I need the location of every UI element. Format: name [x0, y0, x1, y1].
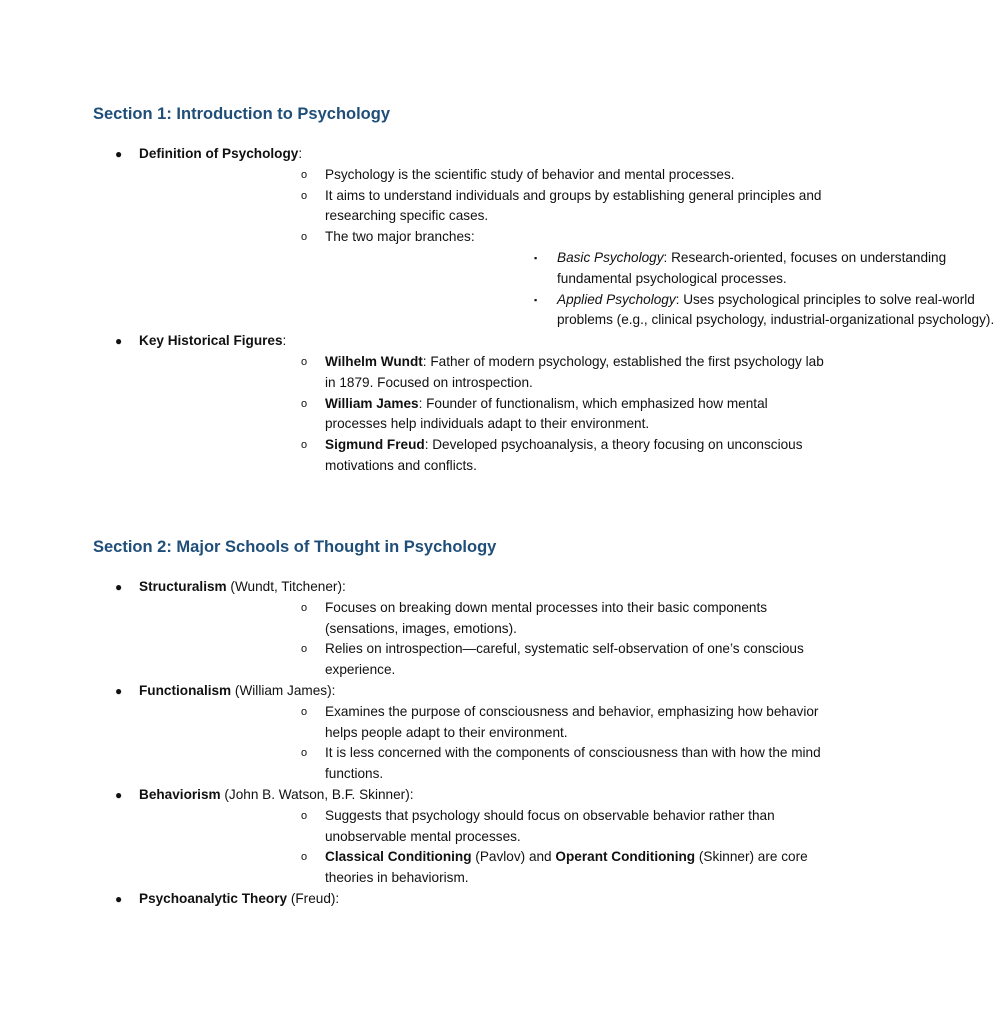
- classical-conditioning-term: Classical Conditioning: [325, 849, 472, 865]
- circle-marker: o: [301, 747, 308, 760]
- structuralism-item: [0, 577, 804, 681]
- behaviorism-people: (John B. Watson, B.F. Skinner):: [220, 786, 414, 802]
- figure-wundt-name: Wilhelm Wundt: [325, 353, 423, 369]
- branches-sublist: [325, 248, 995, 331]
- definition-point-3: [139, 227, 995, 331]
- functionalism-people: (William James):: [231, 682, 336, 698]
- bullet-marker: ●: [115, 580, 123, 594]
- circle-marker: o: [301, 643, 308, 656]
- branch-applied-term: Applied Psychology: [557, 291, 676, 307]
- definition-item: [0, 144, 995, 331]
- functionalism-item: [0, 681, 821, 785]
- circle-marker: o: [301, 809, 308, 822]
- figure-freud-name: Sigmund Freud: [325, 437, 425, 453]
- bullet-marker: ●: [115, 334, 123, 349]
- branch-applied-text: : Uses psychological principles to solve real-world problems (e.g., clinical psychology, industrial-organizational psychology).: [557, 291, 995, 328]
- behaviorism-point-text: Suggests that psychology should focus on observable behavior rather than unobservable mental processes.: [325, 807, 775, 844]
- definition-point-2: [139, 186, 825, 228]
- behaviorism-label: Behaviorism: [139, 786, 221, 802]
- definition-point-1: [139, 165, 825, 186]
- bullet-marker: ●: [115, 787, 123, 802]
- circle-marker: o: [301, 189, 308, 202]
- definition-point-text: The two major branches:: [325, 229, 475, 245]
- circle-marker: o: [301, 705, 308, 718]
- figure-wundt: [139, 352, 825, 394]
- definition-colon: :: [298, 146, 303, 161]
- behaviorism-mid-text: (Pavlov) and: [471, 849, 556, 865]
- circle-marker: o: [301, 851, 308, 864]
- functionalism-sublist: [139, 702, 821, 785]
- functionalism-point-2: [139, 743, 825, 785]
- psychoanalytic-label: Psychoanalytic Theory: [139, 890, 288, 906]
- section-1-list: [0, 144, 995, 477]
- structuralism-point-1: [139, 598, 825, 640]
- section-2-title: Section 2: Major Schools of Thought in Psychology: [93, 538, 497, 556]
- behaviorism-item: [0, 785, 808, 889]
- circle-marker: o: [301, 168, 308, 181]
- figures-item: [0, 331, 824, 477]
- behaviorism-tail-text: (Skinner) are core theories in behaviorism.: [325, 849, 808, 886]
- definition-label: Definition of Psychology: [139, 146, 299, 161]
- bullet-marker: ●: [115, 683, 123, 698]
- structuralism-people: (Wundt, Titchener):: [226, 579, 346, 594]
- circle-marker: o: [301, 231, 308, 244]
- behaviorism-point-1: [139, 806, 825, 848]
- structuralism-sublist: [139, 598, 804, 681]
- figures-sublist: [139, 352, 824, 477]
- figure-james: [139, 394, 825, 436]
- figures-label: Key Historical Figures: [139, 333, 283, 349]
- figures-colon: :: [282, 333, 287, 349]
- circle-marker: o: [301, 439, 308, 452]
- circle-marker: o: [301, 601, 308, 614]
- branch-basic-text: : Research-oriented, focuses on understanding fundamental psychological processes.: [557, 249, 947, 286]
- branch-basic-term: Basic Psychology: [557, 249, 664, 265]
- definition-sublist: [139, 165, 995, 331]
- functionalism-point-text: Examines the purpose of consciousness and behavior, emphasizing how behavior helps people adapt to their environment.: [325, 703, 819, 740]
- square-marker: ▪: [534, 252, 538, 263]
- figure-freud: [139, 435, 825, 477]
- circle-marker: o: [301, 397, 308, 410]
- behaviorism-sublist: [139, 806, 808, 889]
- psychoanalytic-people: (Freud):: [287, 890, 340, 906]
- operant-conditioning-term: Operant Conditioning: [555, 849, 696, 865]
- structuralism-point-text: Focuses on breaking down mental processes into their basic components (sensations, images, emotions).: [325, 599, 768, 636]
- circle-marker: o: [301, 355, 308, 368]
- structuralism-point-text: Relies on introspection—careful, systematic self-observation of one’s conscious experience.: [325, 641, 804, 678]
- figure-james-text: : Founder of functionalism, which emphasized how mental processes help individuals adapt to their environment.: [325, 395, 768, 432]
- section-1-title: Section 1: Introduction to Psychology: [93, 105, 391, 123]
- branch-basic: [325, 248, 1003, 290]
- square-marker: ▪: [534, 294, 538, 305]
- functionalism-point-1: [139, 702, 825, 744]
- structuralism-label: Structuralism: [139, 579, 227, 594]
- structuralism-point-2: [139, 639, 825, 681]
- figure-james-name: William James: [325, 395, 419, 411]
- functionalism-label: Functionalism: [139, 682, 232, 698]
- functionalism-point-text: It is less concerned with the components of consciousness than with how the mind functions.: [325, 745, 821, 782]
- branch-applied: [325, 290, 1003, 332]
- bullet-marker: ●: [115, 891, 123, 906]
- definition-point-text: It aims to understand individuals and groups by establishing general principles and researching specific cases.: [325, 187, 822, 224]
- section-2-list: [0, 577, 821, 910]
- psychoanalytic-item: [0, 889, 684, 910]
- figure-wundt-text: : Father of modern psychology, established the first psychology lab in 1879. Focused on introspection.: [325, 353, 824, 390]
- figure-freud-text: : Developed psychoanalysis, a theory focusing on unconscious motivations and conflicts.: [325, 437, 803, 473]
- definition-point-text: Psychology is the scientific study of behavior and mental processes.: [325, 166, 735, 182]
- behaviorism-point-2: [139, 847, 825, 889]
- bullet-marker: ●: [115, 147, 123, 161]
